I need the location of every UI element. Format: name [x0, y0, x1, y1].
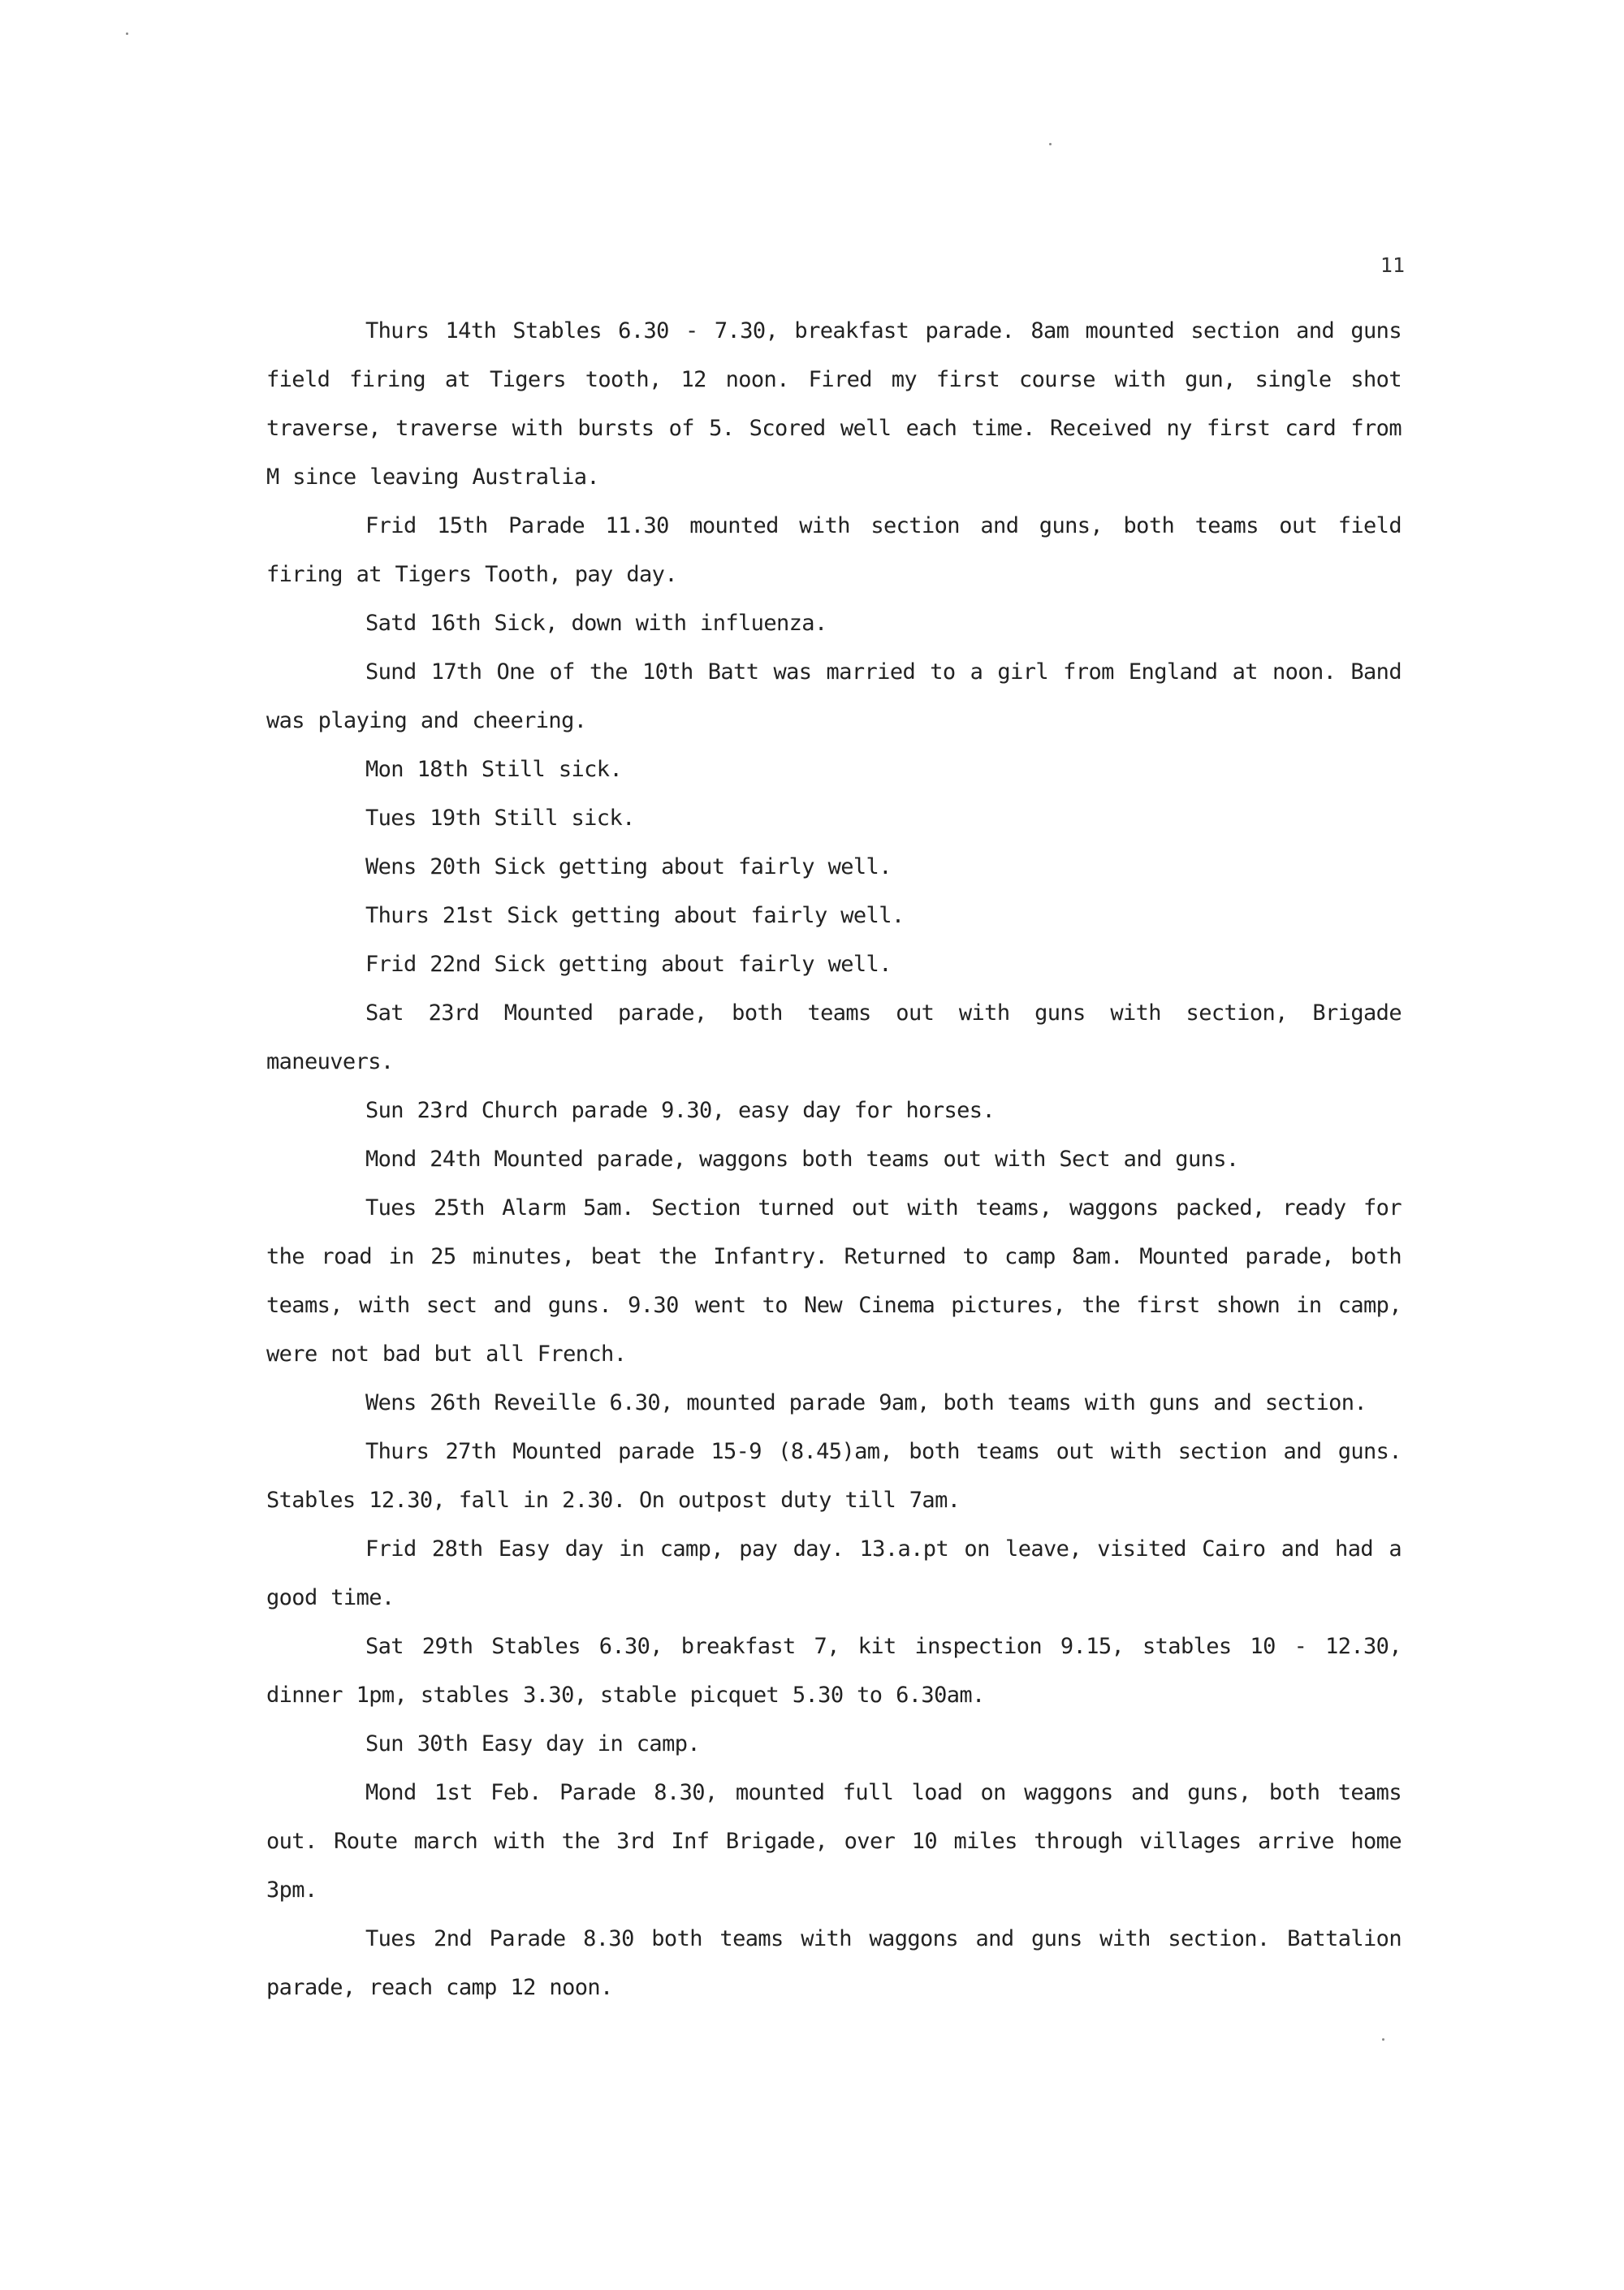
diary-entry: Sat 29th Stables 6.30, breakfast 7, kit inspection 9.15, stables 10 - 12.30, dinner 1pm, stables 3.30, stable picquet 5.30 to 6.30am.: [266, 1634, 1402, 1708]
diary-entry: Mond 1st Feb. Parade 8.30, mounted full load on waggons and guns, both teams out. Route march with the 3rd Inf Brigade, over 10 miles through villages arrive home 3pm.: [266, 1780, 1402, 1903]
diary-entry: Sund 17th One of the 10th Batt was married to a girl from England at noon. Band was playing and cheering.: [266, 659, 1402, 733]
diary-entry: Wens 20th Sick getting about fairly well.: [365, 854, 892, 879]
diary-entry: Tues 2nd Parade 8.30 both teams with waggons and guns with section. Battalion parade, reach camp 12 noon.: [266, 1926, 1402, 2000]
diary-entry: Thurs 27th Mounted parade 15-9 (8.45)am, both teams out with section and guns. Stables 12.30, fall in 2.30. On outpost duty till 7am.: [266, 1439, 1402, 1513]
diary-entries: [266, 307, 1402, 2012]
diary-entry: Tues 25th Alarm 5am. Section turned out with teams, waggons packed, ready for the road in 25 minutes, beat the Infantry. Returned to camp 8am. Mounted parade, both teams, with sect and guns. 9.30 went to New Cinema pictures, the first shown in camp, were not bad but all French.: [266, 1195, 1402, 1367]
diary-entry: Thurs 14th Stables 6.30 - 7.30, breakfast parade. 8am mounted section and guns field firing at Tigers tooth, 12 noon. Fired my first course with gun, single shot traverse, traverse with bursts of 5. Scored well each time. Received ny first card from M since leaving Australia.: [266, 318, 1402, 490]
scan-speck: [1049, 143, 1052, 145]
scan-speck: [1382, 2038, 1384, 2041]
diary-entry: Sat 23rd Mounted parade, both teams out with guns with section, Brigade maneuvers.: [266, 1000, 1402, 1074]
diary-entry: Sun 23rd Church parade 9.30, easy day for horses.: [365, 1098, 996, 1123]
page-number: 11: [1380, 253, 1405, 277]
diary-entry: Satd 16th Sick, down with influenza.: [365, 611, 827, 636]
diary-entry: Frid 28th Easy day in camp, pay day. 13.a.pt on leave, visited Cairo and had a good time.: [266, 1536, 1402, 1610]
scan-speck: [126, 32, 128, 35]
diary-entry: Wens 26th Reveille 6.30, mounted parade 9am, both teams with guns and section.: [365, 1390, 1367, 1415]
diary-entry: Frid 22nd Sick getting about fairly well.: [365, 952, 892, 977]
diary-entry: Sun 30th Easy day in camp.: [365, 1731, 701, 1756]
diary-entry: Mond 24th Mounted parade, waggons both teams out with Sect and guns.: [365, 1147, 1239, 1172]
diary-entry: Mon 18th Still sick.: [365, 757, 623, 782]
diary-entry: Frid 15th Parade 11.30 mounted with section and guns, both teams out field firing at Tigers Tooth, pay day.: [266, 513, 1402, 587]
diary-entry: Tues 19th Still sick.: [365, 806, 635, 831]
diary-entry: Thurs 21st Sick getting about fairly well.: [365, 903, 905, 928]
